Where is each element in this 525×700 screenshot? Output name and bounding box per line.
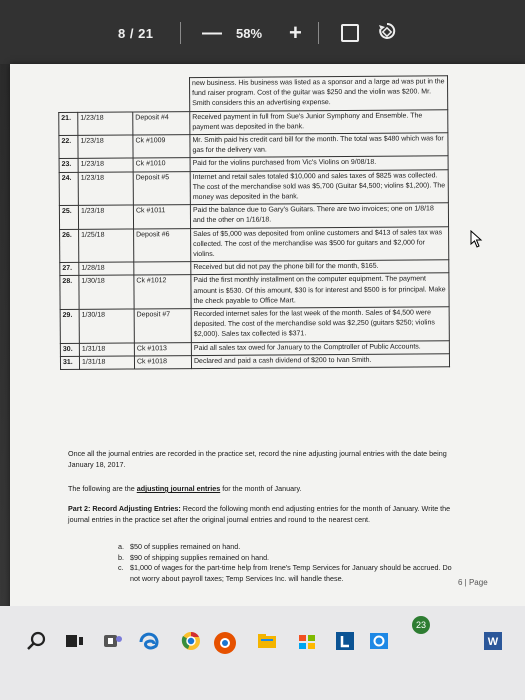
table-cell-ref: Ck #1018 [134, 355, 191, 369]
table-cell-date: 1/23/18 [78, 112, 133, 136]
rotate-icon[interactable] [376, 20, 398, 48]
part2-paragraph [68, 504, 458, 525]
table-row [60, 354, 449, 370]
toolbar-divider [318, 22, 319, 44]
list-marker: b. [118, 552, 124, 562]
edge-icon[interactable] [138, 630, 158, 650]
chrome-icon[interactable] [180, 630, 200, 650]
page-number: 6 | Page [458, 578, 488, 587]
table-cell [59, 78, 190, 113]
table-cell-date: 1/23/18 [78, 172, 133, 206]
list-marker: c. [118, 563, 124, 572]
table-cell-date: 1/31/18 [79, 356, 134, 370]
table-row [60, 307, 449, 343]
table-cell-desc: Paid for the violins purchased from Vic's Violins on 9/08/18. [190, 156, 448, 171]
table-cell-num: 25. [59, 206, 78, 230]
table-cell-num: 29. [60, 309, 79, 343]
zoom-in-button[interactable]: + [289, 20, 302, 45]
task-view-icon[interactable] [64, 630, 84, 650]
table-row [59, 109, 448, 135]
table-cell-num: 26. [60, 229, 79, 263]
table-row [60, 273, 449, 309]
word-icon[interactable] [482, 630, 502, 650]
list-text: $1,000 of wages for the part-time help from Irene's Temp Services for January should be accrued. Do not worry about payroll taxes; Temp Services Inc. will handle these. [130, 563, 452, 583]
notification-badge: 23 [412, 616, 430, 634]
list-item [118, 553, 458, 564]
table-cell-ref: Ck #1011 [133, 205, 190, 229]
table-cell-ref: Deposit #6 [134, 228, 191, 262]
table-cell-date: 1/25/18 [79, 229, 134, 263]
table-cell-date: 1/30/18 [79, 275, 134, 309]
table-cell-num: 23. [59, 159, 78, 172]
table-cell-date: 1/30/18 [79, 309, 134, 343]
part2-title: Part 2: Record Adjusting Entries: [68, 504, 181, 513]
document-page [10, 64, 525, 639]
table-cell-ref: Deposit #4 [133, 111, 190, 135]
fit-page-icon[interactable] [341, 24, 359, 42]
table-cell-num: 31. [60, 356, 79, 369]
pdf-toolbar [0, 0, 525, 64]
text-span: The following are the [68, 484, 137, 493]
outlook-icon[interactable] [368, 630, 388, 650]
table-row [60, 226, 449, 262]
teams-icon[interactable] [102, 630, 122, 650]
table-cell-desc: Received but did not pay the phone bill for the month, $165. [191, 260, 449, 275]
table-cell-ref: Deposit #5 [133, 171, 190, 205]
adjusting-entries-link: adjusting journal entries [136, 484, 221, 493]
adjusting-list [118, 542, 458, 584]
table-cell-desc: Internet and retail sales totaled $10,000 and sales taxes of $825 was collected. The cost of the merchandise sold was $5,700 (Guitar $4,500; violins $1,200). The money was deposited in the bank. [190, 169, 448, 204]
table-cell-ref: Ck #1012 [134, 275, 191, 309]
file-explorer-icon[interactable] [256, 630, 276, 650]
table-cell-date: 1/31/18 [79, 343, 134, 357]
table-cell-desc: Mr. Smith paid his credit card bill for the month. The total was $480 which was for gas for the delivery van. [190, 133, 448, 158]
store-icon[interactable] [296, 630, 316, 650]
table-cell-num: 21. [59, 112, 78, 136]
taskbar [0, 606, 525, 700]
table-cell-desc: Recorded internet sales for the last week of the month. Sales of $4,500 were deposited. The cost of the merchandise sold was $2,250 (guitars $250; violins $2,000). Sales tax collected is $371. [191, 307, 449, 342]
list-item [118, 542, 458, 553]
table-row [59, 169, 448, 205]
table-cell-desc: Sales of $5,000 was deposited from online customers and $413 of sales tax was collected. The cost of the merchandise was $500 for guitars and $2,000 for violins. [191, 226, 449, 261]
part2-text: Record the following month end adjusting entries for the month of January. Write the journal entries in the practice set after the original journal entries and round to the nearest cent. [68, 504, 451, 524]
zoom-level: 58% [236, 26, 263, 41]
table-cell-date: 1/23/18 [78, 135, 133, 159]
table-cell-ref: Ck #1010 [133, 158, 190, 172]
chrome-active-icon[interactable] [212, 630, 232, 650]
toolbar-divider [180, 22, 181, 44]
list-item [118, 563, 458, 584]
zoom-out-button[interactable]: — [202, 22, 222, 44]
journal-table [58, 75, 450, 370]
table-cell-desc: Paid all sales tax owed for January to the Comptroller of Public Accounts. [191, 340, 449, 355]
table-cell-ref: Deposit #7 [134, 309, 191, 343]
instruction-paragraph: Once all the journal entries are recorded in the practice set, record the nine adjusting journal entries with the date being January 18, 2017. [68, 449, 447, 469]
svg-text:W: W [487, 636, 499, 648]
lms-icon[interactable] [334, 630, 354, 650]
table-cell-desc: Paid the balance due to Gary's Guitars. There are two invoices; one on 1/8/18 and the other on 1/16/18. [190, 203, 448, 228]
table-cell-num: 27. [60, 263, 79, 276]
text-span: for the month of January. [220, 484, 302, 493]
table-cell-num: 24. [59, 172, 78, 206]
table-row [59, 76, 448, 112]
intro-cell: new business. His business was listed as a sponsor and a large ad was put in the fund raiser program. Cost of the guitar was $250 and the violin was $200. Mr. Smith considers this an advertising expense. [190, 76, 448, 111]
table-row [59, 133, 448, 159]
table-cell-num: 22. [59, 135, 78, 159]
table-cell-date: 1/23/18 [78, 205, 133, 229]
adjusting-heading [68, 484, 458, 495]
table-cell-ref: Ck #1013 [134, 342, 191, 356]
table-cell-date: 1/28/18 [79, 262, 134, 276]
table-cell-num: 28. [60, 276, 79, 310]
list-marker: a. [118, 542, 124, 551]
table-cell-desc: Received payment in full from Sue's Junior Symphony and Ensemble. The payment was deposited in the bank. [190, 109, 448, 134]
table-row [59, 203, 448, 229]
table-cell-num: 30. [60, 343, 79, 356]
page-indicator[interactable]: 8 / 21 [118, 26, 154, 41]
table-cell-desc: Paid the first monthly installment on the computer equipment. The payment amount is $530. Of this amount, $30 is for interest and $500 is for principal. Make the check payable to Office Mart. [191, 273, 449, 308]
search-icon[interactable] [26, 630, 46, 650]
table-cell-ref: Ck #1009 [133, 135, 190, 159]
list-text: $90 of shipping supplies remained on hand. [130, 552, 270, 562]
table-cell-date: 1/23/18 [78, 158, 133, 172]
list-text: $50 of supplies remained on hand. [130, 542, 241, 551]
table-cell-desc: Declared and paid a cash dividend of $200 to Ivan Smith. [191, 354, 449, 369]
table-cell-ref [134, 262, 191, 276]
